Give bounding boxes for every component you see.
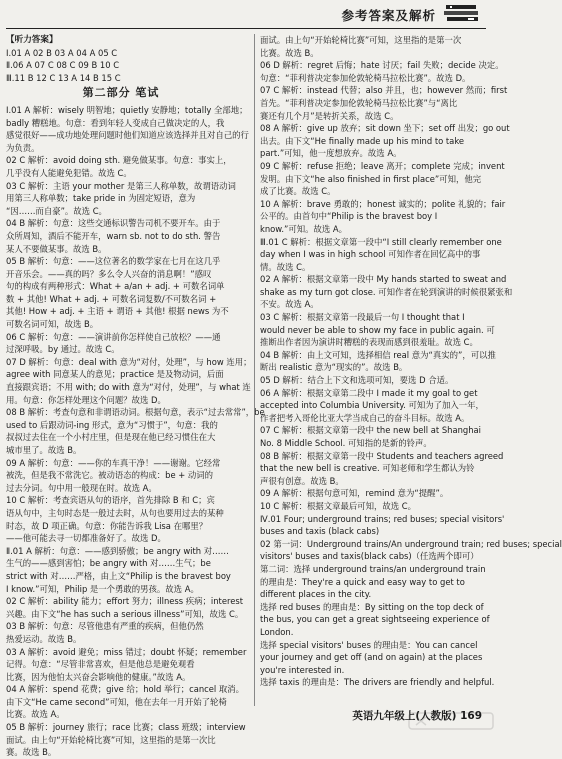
text-line: No. 8 Middle School. 可知指的是新的铃声。 [260, 438, 432, 448]
text-line: 10 C 解析：根据文章最后可知，故选 C。 [260, 500, 416, 511]
text-line: 09 A 解析：句意：——你的车真干净！——谢谢。它经常 [6, 457, 221, 468]
text-line: badly 糟糕地。句意：看到年轻人变成自己做决定的人，我 [6, 117, 225, 128]
text-line: 03 C 解析：主语 your mother 是第三人称单数，故谓语动词 [6, 180, 236, 191]
text-line: you're interested in. [260, 664, 345, 675]
text-line: 过去分词。句中用一般现在时。故选 A。 [6, 482, 157, 493]
text-line: 05 B 解析：journey 旅行；race 比赛；class 班级；interview [6, 722, 246, 733]
text-line: 声很有创意。故选 B。 [260, 475, 344, 486]
text-line: Ⅳ.01 Four; underground trains; red buses; special visitors' [260, 513, 505, 524]
text-line: 04 B 解析：句意：这些交通标识警告司机不要开车。由于 [6, 218, 221, 229]
text-line: ——他可能去寻一切都准备好了。故选 D。 [6, 533, 166, 544]
text-line: that the new bell is creative. 可知老师和学生都认为铃 [260, 463, 475, 474]
text-line: 第二词：选择 underground trains/an underground train [260, 563, 486, 574]
header-title: 参考答案及解析 [341, 8, 436, 23]
text-line: Ⅰ.01 A 解析：wisely 明智地；quietly 安静地；totally 全部地； [6, 104, 248, 115]
text-line: would never be able to show my face in public again. 可 [260, 324, 495, 335]
text-line: 02 第一词：Underground trains/An underground train; red buses; special [260, 538, 562, 549]
text-line: 06 A 解析：根据文章第二段中 I made it my goal to get [260, 387, 478, 398]
text-line: 08 B 解析：考查句意和非谓语动词。根据句意，表示“过去常常”，be [6, 407, 265, 418]
text-line: 03 C 解析：根据文章第一段最后一句 I thought that I [260, 312, 465, 323]
text-line: “因……而自豪”。故选 C。 [6, 205, 107, 216]
text-line: Ⅲ.11 B 12 C 13 A 14 B 15 C [6, 72, 121, 83]
text-line: 赛还有几个月”是转折关系，故选 C。 [260, 110, 399, 121]
text-line: strict with 对……严格，由上文“Philip is the bravest boy [6, 570, 231, 581]
text-line: 用。句意：你怎样处理这个问题？故选 D。 [6, 394, 166, 405]
text-line: Ⅰ.01 A 02 B 03 A 04 A 05 C [6, 47, 118, 58]
text-line: 10 A 解析：brave 勇敢的；honest 诚实的；polite 礼貌的；fair [260, 198, 506, 209]
text-line: 直接跟宾语；不用 with; do with 意为“对付，处理”，与 what 连 [6, 382, 251, 393]
text-line: your journey and get off (and on again) at the places [260, 652, 483, 663]
left-column [6, 34, 265, 759]
text-line: agree with 同意某人的意见；practice 是及物动词，后面 [6, 369, 224, 380]
text-line: accepted into Columbia University. 可知为了加入一年， [260, 400, 484, 411]
text-line: 数 + 其他! What + adj. + 可数名词复数/不可数名词 + [6, 293, 217, 304]
listening-section-title: 【听力答案】 [6, 35, 58, 45]
text-line: 句的构成有两种形式：What + a/an + adj. + 可数名词单 [6, 281, 225, 292]
text-line: 面试。由上句“开始轮椅比赛”可知，这里指的是第一次比 [6, 734, 216, 745]
text-line: 02 C 解析：ability 能力；effort 努力；illness 疾病；interest [6, 596, 244, 607]
page-footer: 英语九年级上(人教版) 169 [352, 710, 482, 722]
text-line: 02 C 解析：avoid doing sth. 避免做某事。句意：事实上， [6, 155, 232, 166]
text-line: 感觉很好——成功地处理问题时他们知道应该选择并且对自己的行 [6, 130, 249, 141]
page-header [0, 0, 500, 30]
text-line: 比赛。故选 B。 [260, 47, 319, 58]
text-line: 几乎没有人能避免犯错。故选 C。 [6, 167, 132, 178]
text-line: 某人不要做某事。故选 B。 [6, 243, 107, 254]
part-title: 第二部分 笔试 [82, 86, 160, 100]
text-line: 的理由是：They're a quick and easy way to get to [260, 576, 465, 587]
text-line: 兴趣。由下文“he has such a serious illness”可知，故选 C。 [6, 608, 244, 619]
text-line: 不安。故选 A。 [260, 299, 319, 310]
text-line: 选择 special visitors' buses 的理由是：You can cancel [260, 639, 478, 650]
text-line: 众所周知，酒后不能开车，warn sb. not to do sth. 警告 [6, 230, 221, 241]
text-line: 首先。“菲利普决定参加伦敦轮椅马拉松比赛”与“离比 [260, 97, 458, 108]
text-line: 07 C 解析：instead 代替；also 并且，也；however 然而；first [260, 85, 508, 96]
text-line: visitors' buses and taxis(black cabs)（任选两个即可） [260, 551, 479, 562]
right-answer-text [260, 34, 562, 689]
text-line: I know.”可知，Philip 是一个勇敢的男孩。故选 A。 [6, 583, 199, 594]
text-line: 作者把考入哥伦比亚大学当成自己的奋斗目标。故选 A。 [260, 412, 470, 423]
text-line: 生气的——感到害怕；be angry with 对……生气；be [6, 558, 211, 569]
text-line: 发明。由下文“he also finished in first place”可知，他完 [260, 173, 482, 184]
text-line: 热爱运动。故选 B。 [6, 633, 82, 644]
watermark-logo [408, 712, 494, 730]
text-line: day when I was in high school 可知作者在回忆高中的事 [260, 249, 481, 260]
text-line: 过深呼吸。by 通过。故选 C。 [6, 344, 120, 355]
text-line: 08 B 解析：根据文章第一段中 Students and teachers agreed [260, 450, 504, 461]
column-divider [254, 34, 255, 706]
text-line: 09 C 解析：refuse 拒绝；leave 离开；complete 完成；invent [260, 160, 505, 171]
text-line: 情。故选 C。 [260, 261, 311, 272]
text-line: 04 B 解析：由上文可知，选择相信 real 意为“真实的”，可以推 [260, 349, 496, 360]
text-line: 07 D 解析：句意：deal with 意为“对付，处理”，与 how 连用； [6, 356, 252, 367]
text-line: 03 A 解析：avoid 避免；miss 错过；doubt 怀疑；remember [6, 646, 247, 657]
text-line: 为负责。 [6, 142, 40, 153]
text-line: 07 C 解析：根据文章第一段中 the new bell at Shanghai [260, 425, 482, 436]
text-line: 公平的。由首句中“Philip is the bravest boy I [260, 211, 438, 222]
text-line: 开音乐会。——真的吗？多么令人兴奋的消息啊！”感叹 [6, 268, 212, 279]
text-line: 09 A 解析：根据句意可知，remind 意为“提醒”。 [260, 488, 449, 499]
left-answer-text [6, 104, 265, 759]
text-line: 叔叔过去住在一个小村庄里，但是现在他已经习惯住在大 [6, 432, 216, 443]
text-line: Ⅱ.01 A 解析：句意：——感到骄傲；be angry with 对…… [6, 545, 229, 556]
text-line: 由下文“He came second”可知，他在去年一月开始了轮椅 [6, 696, 227, 707]
text-line: different places in the city. [260, 589, 372, 600]
text-line: used to 后跟动词-ing 形式，意为“习惯于”，句意：我的 [6, 419, 218, 430]
text-line: 城市里了。故选 B。 [6, 445, 82, 455]
text-line: 05 D 解析：结合上下文和选项可知，要选 D 合适。 [260, 375, 454, 386]
text-line: 句意：“菲利普决定参加伦敦轮椅马拉松比赛”。故选 D。 [260, 72, 471, 83]
text-line: 时态，故 D 项正确。句意：你能告诉我 Lisa 在哪里？ [6, 520, 208, 531]
text-line: 06 D 解析：regret 后悔；hate 讨厌；fail 失败；decide 决定。 [260, 60, 504, 71]
text-line: 可数名词可知，故选 B。 [6, 319, 99, 330]
text-line: 出去。由下文“He finally made up his mind to take [260, 135, 465, 146]
text-line: 断出 realistic 意为“现实的”。故选 B。 [260, 362, 408, 373]
book-stack-icon [442, 2, 482, 26]
text-line: 10 C 解析：考查宾语从句的语序，首先排除 B 和 C；宾 [6, 495, 215, 506]
text-line: Ⅱ.06 A 07 C 08 C 09 B 10 C [6, 60, 120, 71]
text-line: 推断出作者因为演讲时糟糕的表现而感到很羞耻。故选 C。 [260, 337, 478, 348]
header-rule [6, 28, 486, 29]
text-line: know.”可知。故选 A。 [260, 223, 348, 234]
text-line: 08 A 解析：give up 放弃；sit down 坐下；set off 出发；go out [260, 123, 510, 134]
text-line: London. [260, 626, 294, 637]
right-column [260, 34, 562, 689]
text-line: the bus, you can get a great sightseeing experience of [260, 614, 490, 625]
text-line: 记得。句意：“尽管非常喜欢，但是他总是避免观看 [6, 659, 195, 670]
text-line: 语从句中，主句时态是一般过去时，从句也要用过去的某种 [6, 507, 224, 518]
text-line: 比赛。故选 A。 [6, 709, 65, 720]
text-line: 比赛，因为他怕太兴奋会影响他的健康。”故选 A。 [6, 671, 191, 682]
text-line: 其他! How + adj. + 主语 + 谓语 + 其他! 根据 news 为不 [6, 306, 229, 317]
text-line: 被洗，但是我不常洗它。被动语态的构成：be + 动词的 [6, 470, 214, 481]
text-line: shake as my turn got close. 可知作者在轮到演讲的时候很紧张和 [260, 286, 513, 297]
text-line: 06 C 解析：句意：——演讲前你怎样使自己放松？——通 [6, 331, 221, 342]
text-line: 成了比赛。故选 C。 [260, 186, 336, 197]
text-line: Ⅲ.01 C 解析：根据文章第一段中“I still clearly remember one [260, 236, 502, 247]
text-line: 用第三人称单数；take pride in 为固定短语，意为 [6, 193, 196, 204]
text-line: 选择 red buses 的理由是：By sitting on the top deck of [260, 601, 484, 612]
text-line: 03 B 解析：句意：尽管他患有严重的疾病，但他仍然 [6, 621, 204, 632]
text-line: 赛。故选 B。 [6, 747, 57, 758]
text-line: 面试。由上句“开始轮椅比赛”可知，这里指的是第一次 [260, 35, 462, 45]
text-line: 04 A 解析：spend 花费；give 给；hold 举行；cancel 取消。 [6, 684, 245, 695]
text-line: part.”可知，他一度想放弃。故选 A。 [260, 148, 402, 159]
text-line: buses and taxis (black cabs) [260, 526, 380, 537]
text-line: 选择 taxis 的理由是：The drivers are friendly and helpful. [260, 677, 495, 688]
text-line: 05 B 解析：句意：——这位著名的数学家在七月在这几乎 [6, 256, 221, 267]
listening-answers [6, 47, 236, 85]
text-line: 02 A 解析：根据文章第一段中 My hands started to sweat and [260, 274, 507, 285]
